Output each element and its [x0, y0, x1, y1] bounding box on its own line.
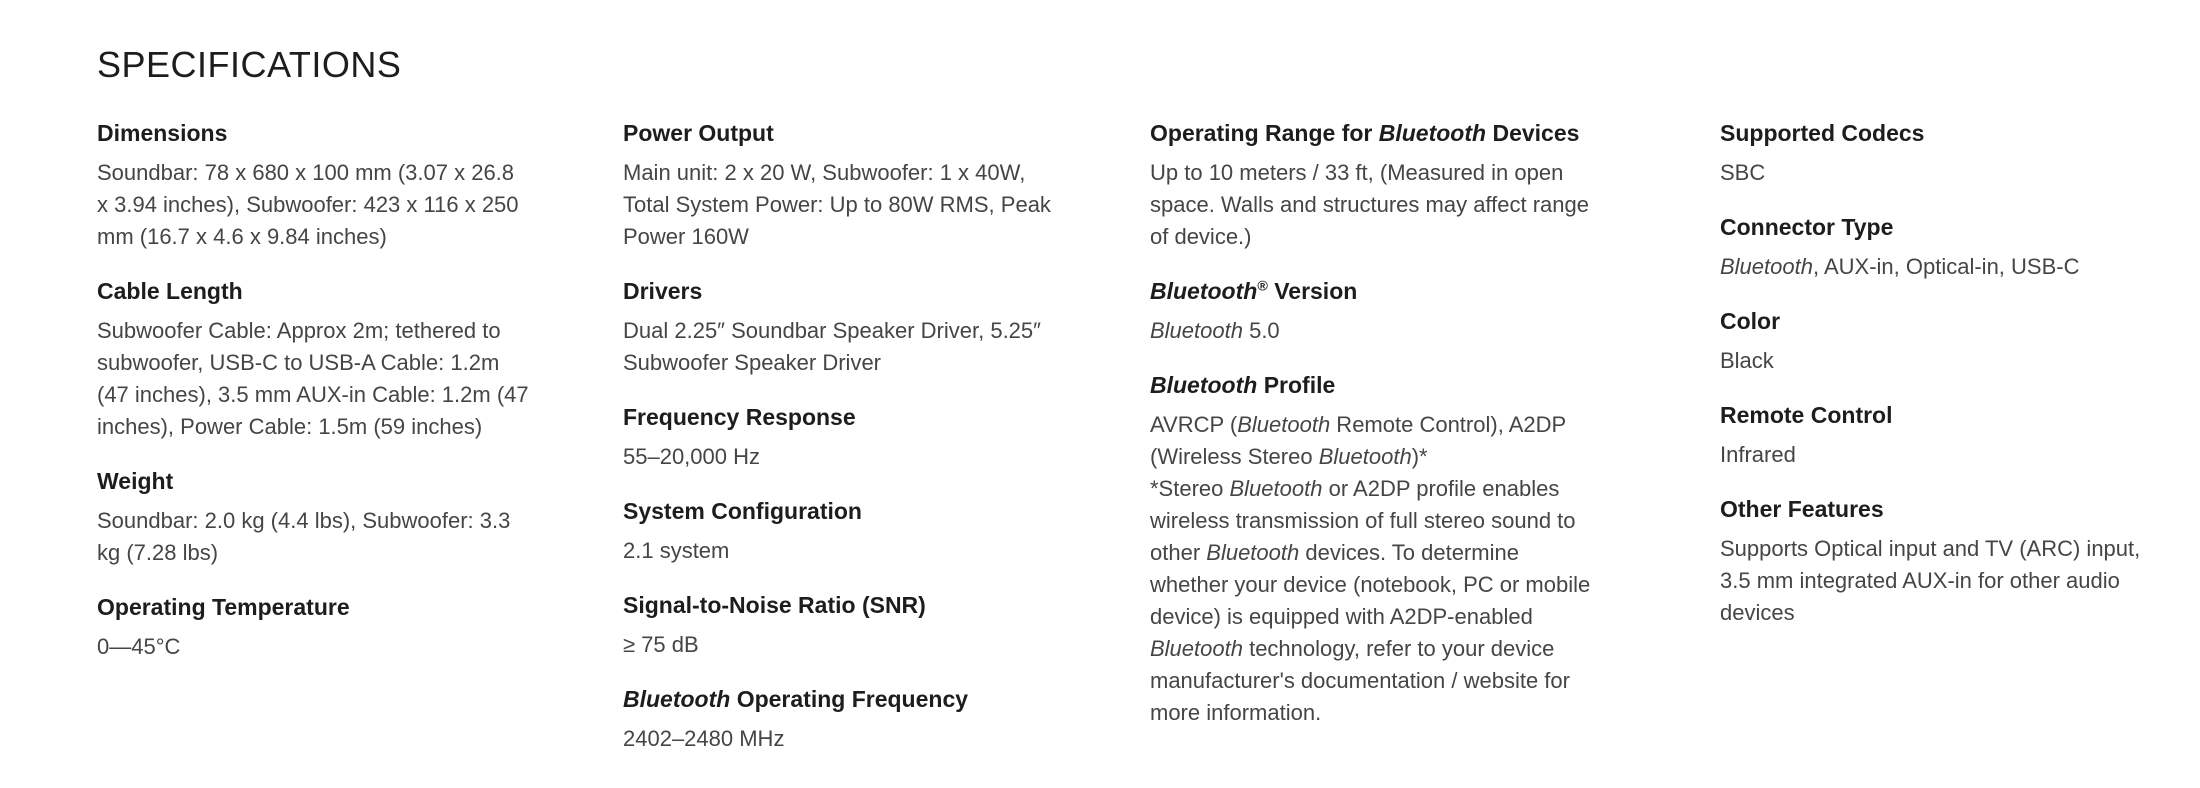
text-segment: Bluetooth: [1150, 372, 1258, 398]
spec-heading: [1150, 277, 1598, 305]
spec-column-4: [1720, 119, 2200, 653]
text-segment: 55–20,000 Hz: [623, 444, 760, 469]
text-segment: Bluetooth: [1150, 278, 1258, 304]
spec-column-3: [1150, 119, 1720, 753]
text-segment: Bluetooth: [1206, 540, 1300, 565]
spec-value: [97, 505, 529, 569]
text-segment: Subwoofer Cable: Approx 2m; tethered to subwoofer, USB-C to USB-A Cable: 1.2m (47 inches), 3.5 mm AUX-in Cable: 1.2m (47 inches), Power Cable: 1.5m (59 inches): [97, 318, 529, 439]
spec-item: [97, 277, 623, 443]
spec-value: [97, 315, 529, 443]
spec-item: [1720, 401, 2200, 471]
text-segment: Main unit: 2 x 20 W, Subwoofer: 1 x 40W, Total System Power: Up to 80W RMS, Peak Power 160W: [623, 160, 1051, 249]
spec-heading: [97, 593, 529, 621]
text-segment: Bluetooth: [1150, 636, 1243, 661]
spec-heading: [1150, 371, 1598, 399]
spec-item: [1150, 119, 1720, 253]
text-segment: Black: [1720, 348, 1774, 373]
spec-value: [623, 315, 1075, 379]
text-segment: Connector Type: [1720, 214, 1894, 240]
text-segment: Remote Control: [1720, 402, 1893, 428]
text-segment: AVRCP (: [1150, 412, 1238, 437]
spec-value: [97, 157, 529, 253]
spec-item: [1150, 371, 1720, 729]
text-segment: ®: [1257, 278, 1268, 295]
text-segment: Operating Frequency: [730, 686, 969, 712]
text-segment: or A2DP profile enables wireless transmission of full stereo sound to other: [1150, 476, 1576, 565]
text-segment: Soundbar: 2.0 kg (4.4 lbs), Subwoofer: 3.3 kg (7.28 lbs): [97, 508, 511, 565]
text-segment: devices. To determine whether your device (notebook, PC or mobile device) is equipped with A2DP-enabled: [1150, 540, 1591, 629]
text-segment: technology, refer to your device manufacturer's documentation / website for more information.: [1150, 636, 1570, 725]
spec-column-1: [97, 119, 623, 687]
spec-item: [623, 119, 1150, 253]
spec-heading: [623, 685, 1075, 713]
spec-item: [1720, 495, 2200, 629]
spec-value: [97, 631, 529, 663]
text-segment: SBC: [1720, 160, 1766, 185]
text-segment: Frequency Response: [623, 404, 856, 430]
spec-heading: [1720, 119, 2162, 147]
text-segment: Dimensions: [97, 120, 228, 146]
spec-heading: [623, 497, 1075, 525]
spec-item: [623, 685, 1150, 755]
text-segment: Profile: [1257, 372, 1336, 398]
spec-value: [1720, 157, 2162, 189]
text-segment: Bluetooth: [1720, 254, 1813, 279]
text-segment: Other Features: [1720, 496, 1884, 522]
spec-item: [623, 497, 1150, 567]
spec-value: [623, 535, 1075, 567]
text-segment: Cable Length: [97, 278, 243, 304]
spec-heading: [1720, 307, 2162, 335]
spec-heading: [623, 277, 1075, 305]
text-segment: Drivers: [623, 278, 703, 304]
spec-value: [1150, 157, 1598, 253]
spec-value: [1150, 409, 1598, 729]
spec-value: [1150, 315, 1598, 347]
text-segment: Version: [1267, 278, 1358, 304]
text-segment: Devices: [1486, 120, 1580, 146]
spec-item: [97, 119, 623, 253]
text-segment: Bluetooth: [1237, 412, 1331, 437]
text-segment: System Configuration: [623, 498, 862, 524]
spec-heading: [97, 467, 529, 495]
text-segment: Supports Optical input and TV (ARC) input, 3.5 mm integrated AUX-in for other audio devices: [1720, 536, 2141, 625]
text-segment: *Stereo: [1150, 476, 1230, 501]
spec-heading: [1720, 401, 2162, 429]
text-segment: Remote Control), A2DP (Wireless Stereo: [1150, 412, 1566, 469]
text-segment: Soundbar: 78 x 680 x 100 mm (3.07 x 26.8 x 3.94 inches), Subwoofer: 423 x 116 x 250 mm (16.7 x 4.6 x 9.84 inches): [97, 160, 519, 249]
spec-heading: [97, 119, 529, 147]
text-segment: , AUX-in, Optical-in, USB-C: [1812, 254, 2080, 279]
text-segment: Supported Codecs: [1720, 120, 1925, 146]
spec-value: [1720, 345, 2162, 377]
spec-heading: [1150, 119, 1598, 147]
text-segment: 2402–2480 MHz: [623, 726, 785, 751]
spec-heading: [623, 119, 1075, 147]
spec-columns: [97, 119, 2200, 779]
text-segment: Dual 2.25″ Soundbar Speaker Driver, 5.25″ Subwoofer Speaker Driver: [623, 318, 1041, 375]
spec-value: [623, 441, 1075, 473]
text-segment: Operating Temperature: [97, 594, 350, 620]
text-segment: Color: [1720, 308, 1781, 334]
text-segment: Bluetooth: [1318, 444, 1412, 469]
spec-heading: [623, 591, 1075, 619]
text-segment: Signal-to-Noise Ratio (SNR): [623, 592, 926, 618]
spec-item: [1720, 119, 2200, 189]
spec-value: [623, 723, 1075, 755]
text-segment: Power Output: [623, 120, 774, 146]
text-segment: Bluetooth: [1229, 476, 1323, 501]
spec-item: [97, 467, 623, 569]
text-segment: ≥ 75 dB: [623, 632, 699, 657]
spec-value: [1720, 251, 2162, 283]
spec-value: [623, 629, 1075, 661]
text-segment: Bluetooth: [1378, 120, 1487, 146]
text-segment: Up to 10 meters / 33 ft, (Measured in open space. Walls and structures may affect range of device.): [1150, 160, 1589, 249]
spec-value: [1720, 439, 2162, 471]
text-segment: )*: [1411, 444, 1428, 469]
page-title: SPECIFICATIONS: [97, 44, 402, 85]
spec-column-2: [623, 119, 1150, 779]
text-segment: 2.1 system: [623, 538, 730, 563]
text-segment: Operating Range for: [1150, 120, 1379, 146]
text-segment: Infrared: [1720, 442, 1796, 467]
spec-item: [97, 593, 623, 663]
spec-item: [1720, 213, 2200, 283]
text-segment: 0—45°C: [97, 634, 181, 659]
spec-item: [1150, 277, 1720, 347]
spec-heading: [1720, 495, 2162, 523]
text-segment: 5.0: [1242, 318, 1280, 343]
spec-heading: [623, 403, 1075, 431]
spec-item: [1720, 307, 2200, 377]
text-segment: Bluetooth: [623, 686, 731, 712]
spec-item: [623, 591, 1150, 661]
spec-item: [623, 277, 1150, 379]
spec-heading: [97, 277, 529, 305]
spec-value: [623, 157, 1075, 253]
text-segment: Bluetooth: [1150, 318, 1243, 343]
spec-item: [623, 403, 1150, 473]
text-segment: Weight: [97, 468, 174, 494]
spec-value: [1720, 533, 2162, 629]
spec-heading: [1720, 213, 2162, 241]
